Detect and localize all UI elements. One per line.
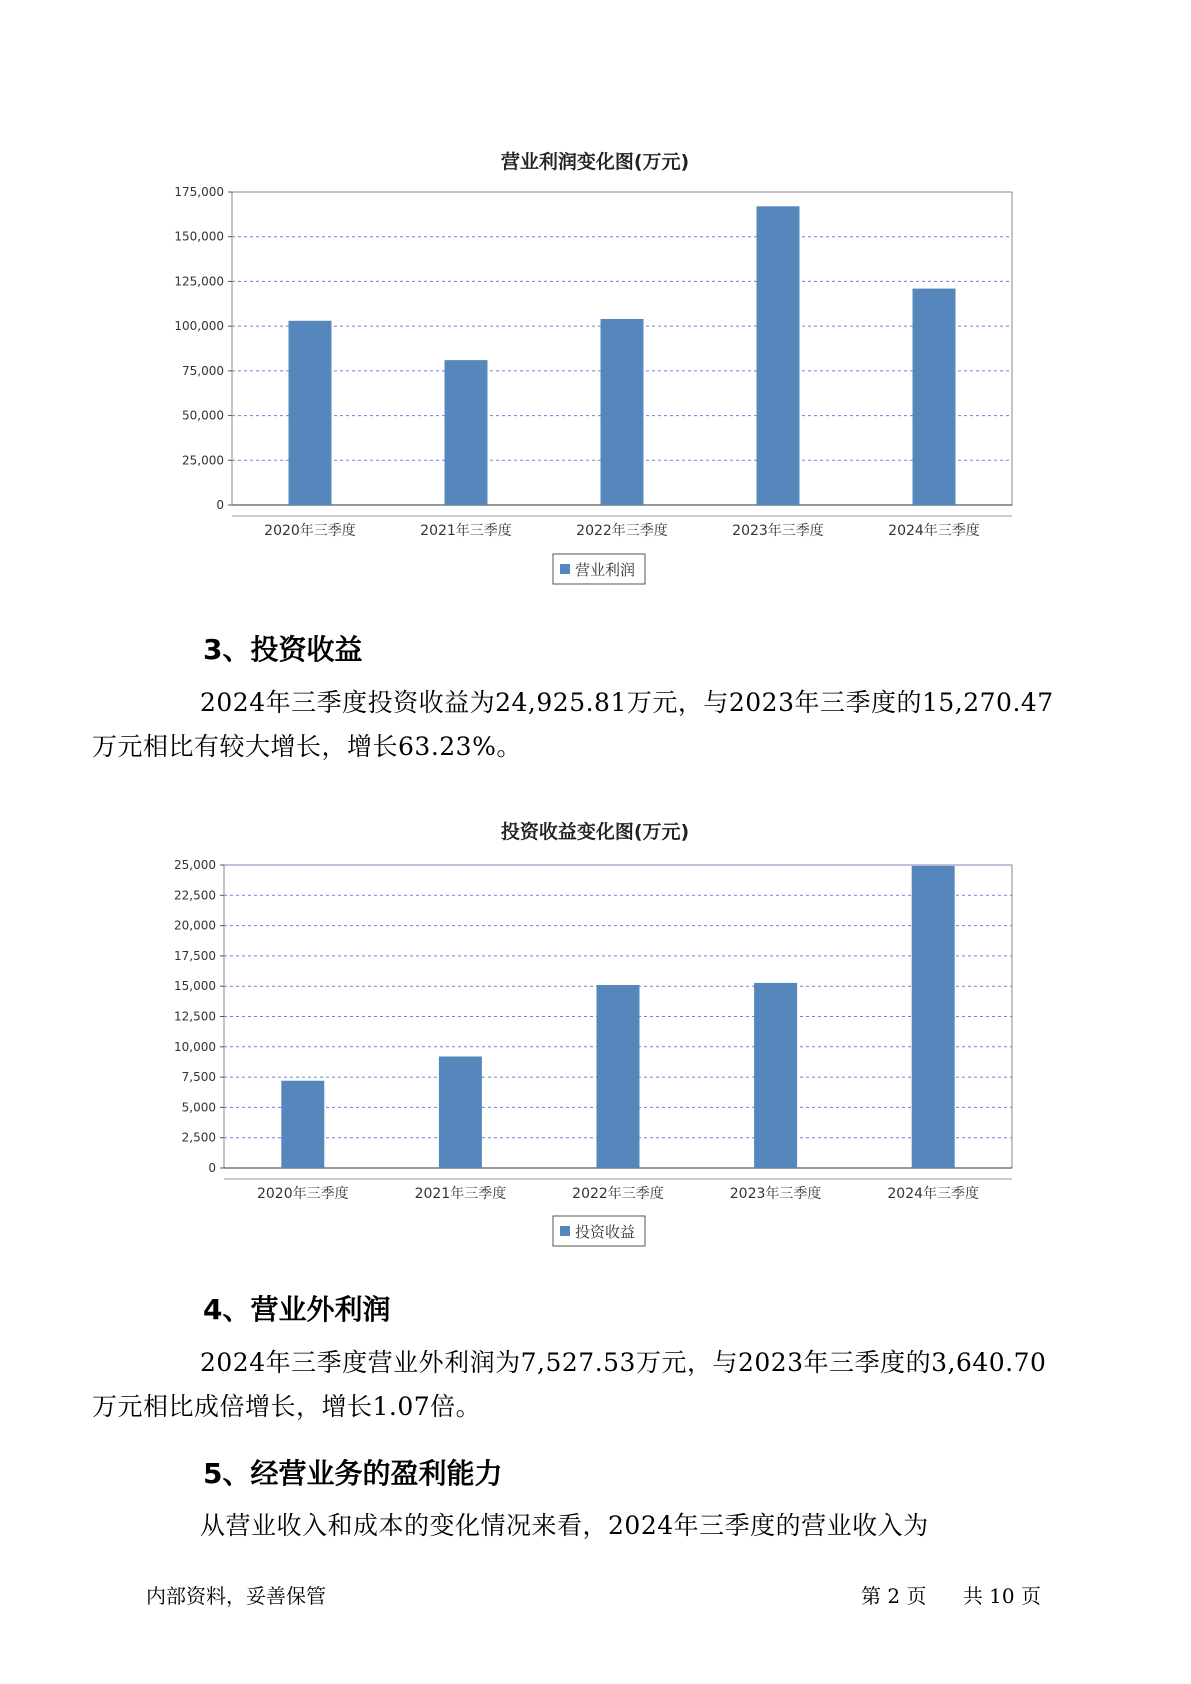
y-tick-label: 15,000 — [174, 979, 216, 994]
footer-confidential-note: 内部资料，妥善保管 — [146, 1584, 326, 1608]
section-3-line-2: 万元相比有较大增长，增长63.23%。 — [92, 732, 522, 761]
y-tick-label: 2,500 — [181, 1130, 216, 1145]
x-tick-label: 2020年三季度 — [256, 1186, 349, 1202]
section-3-heading: 3、投资收益 — [203, 633, 363, 666]
section-3-line-1: 2024年三季度投资收益为24,925.81万元，与2023年三季度的15,270.47 — [200, 688, 1054, 717]
y-tick-label: 22,500 — [174, 888, 216, 903]
bar — [439, 1056, 482, 1168]
investment-income-chart-svg — [0, 790, 1191, 1270]
y-tick-label: 25,000 — [182, 453, 224, 468]
bar — [757, 206, 800, 505]
bar — [289, 321, 332, 505]
x-tick-label: 2022年三季度 — [576, 523, 668, 539]
section-4-line-1: 2024年三季度营业外利润为7,527.53万元，与2023年三季度的3,640.70 — [200, 1348, 1047, 1377]
y-tick-label: 12,500 — [174, 1009, 216, 1024]
x-tick-label: 2024年三季度 — [887, 1186, 980, 1202]
y-tick-label: 175,000 — [174, 185, 224, 199]
chart-legend — [553, 554, 645, 584]
x-tick-label: 2023年三季度 — [732, 523, 824, 539]
footer-page-number: 第 2 页 — [861, 1584, 927, 1608]
chart-legend — [553, 1216, 645, 1246]
y-tick-label: 0 — [216, 498, 224, 512]
x-tick-label: 2022年三季度 — [572, 1186, 664, 1202]
y-tick-label: 125,000 — [174, 274, 224, 289]
y-tick-label: 0 — [208, 1161, 216, 1175]
operating-profit-chart-svg — [0, 120, 1191, 600]
legend-label: 营业利润 — [575, 561, 636, 579]
y-tick-label: 75,000 — [182, 363, 224, 378]
y-tick-label: 7,500 — [181, 1070, 216, 1085]
bar — [281, 1081, 324, 1168]
y-tick-label: 50,000 — [182, 408, 224, 423]
bar — [445, 360, 488, 505]
x-tick-label: 2023年三季度 — [729, 1186, 822, 1202]
chart-title: 营业利润变化图(万元) — [500, 151, 690, 173]
investment-income-chart — [0, 790, 1191, 1270]
y-tick-label: 17,500 — [174, 948, 216, 963]
bar — [754, 983, 797, 1168]
y-tick-label: 150,000 — [174, 229, 224, 244]
bar — [597, 985, 640, 1168]
footer-page-info — [855, 1580, 1041, 1609]
section-4-line-2: 万元相比成倍增长，增长1.07倍。 — [92, 1392, 482, 1421]
x-tick-label: 2021年三季度 — [420, 523, 512, 539]
footer-total-pages: 共 10 页 — [962, 1584, 1041, 1608]
legend-swatch — [560, 564, 570, 574]
y-tick-label: 10,000 — [174, 1039, 216, 1054]
section-5-heading: 5、经营业务的盈利能力 — [203, 1457, 503, 1490]
section-3-paragraph — [92, 681, 1066, 769]
y-tick-label: 5,000 — [181, 1100, 216, 1115]
section-4-paragraph — [92, 1341, 1066, 1429]
bar — [601, 319, 644, 505]
x-tick-label: 2021年三季度 — [414, 1186, 507, 1202]
y-tick-label: 100,000 — [174, 319, 224, 334]
section-5-paragraph — [146, 1504, 1066, 1548]
section-4-heading: 4、营业外利润 — [203, 1293, 391, 1326]
chart-title: 投资收益变化图(万元) — [500, 821, 690, 843]
y-tick-label: 20,000 — [174, 918, 216, 933]
operating-profit-chart — [0, 120, 1191, 600]
bar — [913, 289, 956, 505]
legend-swatch — [560, 1226, 570, 1236]
legend-label: 投资收益 — [575, 1223, 636, 1241]
section-5-line-1: 从营业收入和成本的变化情况来看，2024年三季度的营业收入为 — [200, 1511, 929, 1540]
x-tick-label: 2024年三季度 — [888, 523, 980, 539]
bar — [912, 866, 955, 1168]
x-tick-label: 2020年三季度 — [264, 523, 356, 539]
y-tick-label: 25,000 — [174, 858, 216, 872]
